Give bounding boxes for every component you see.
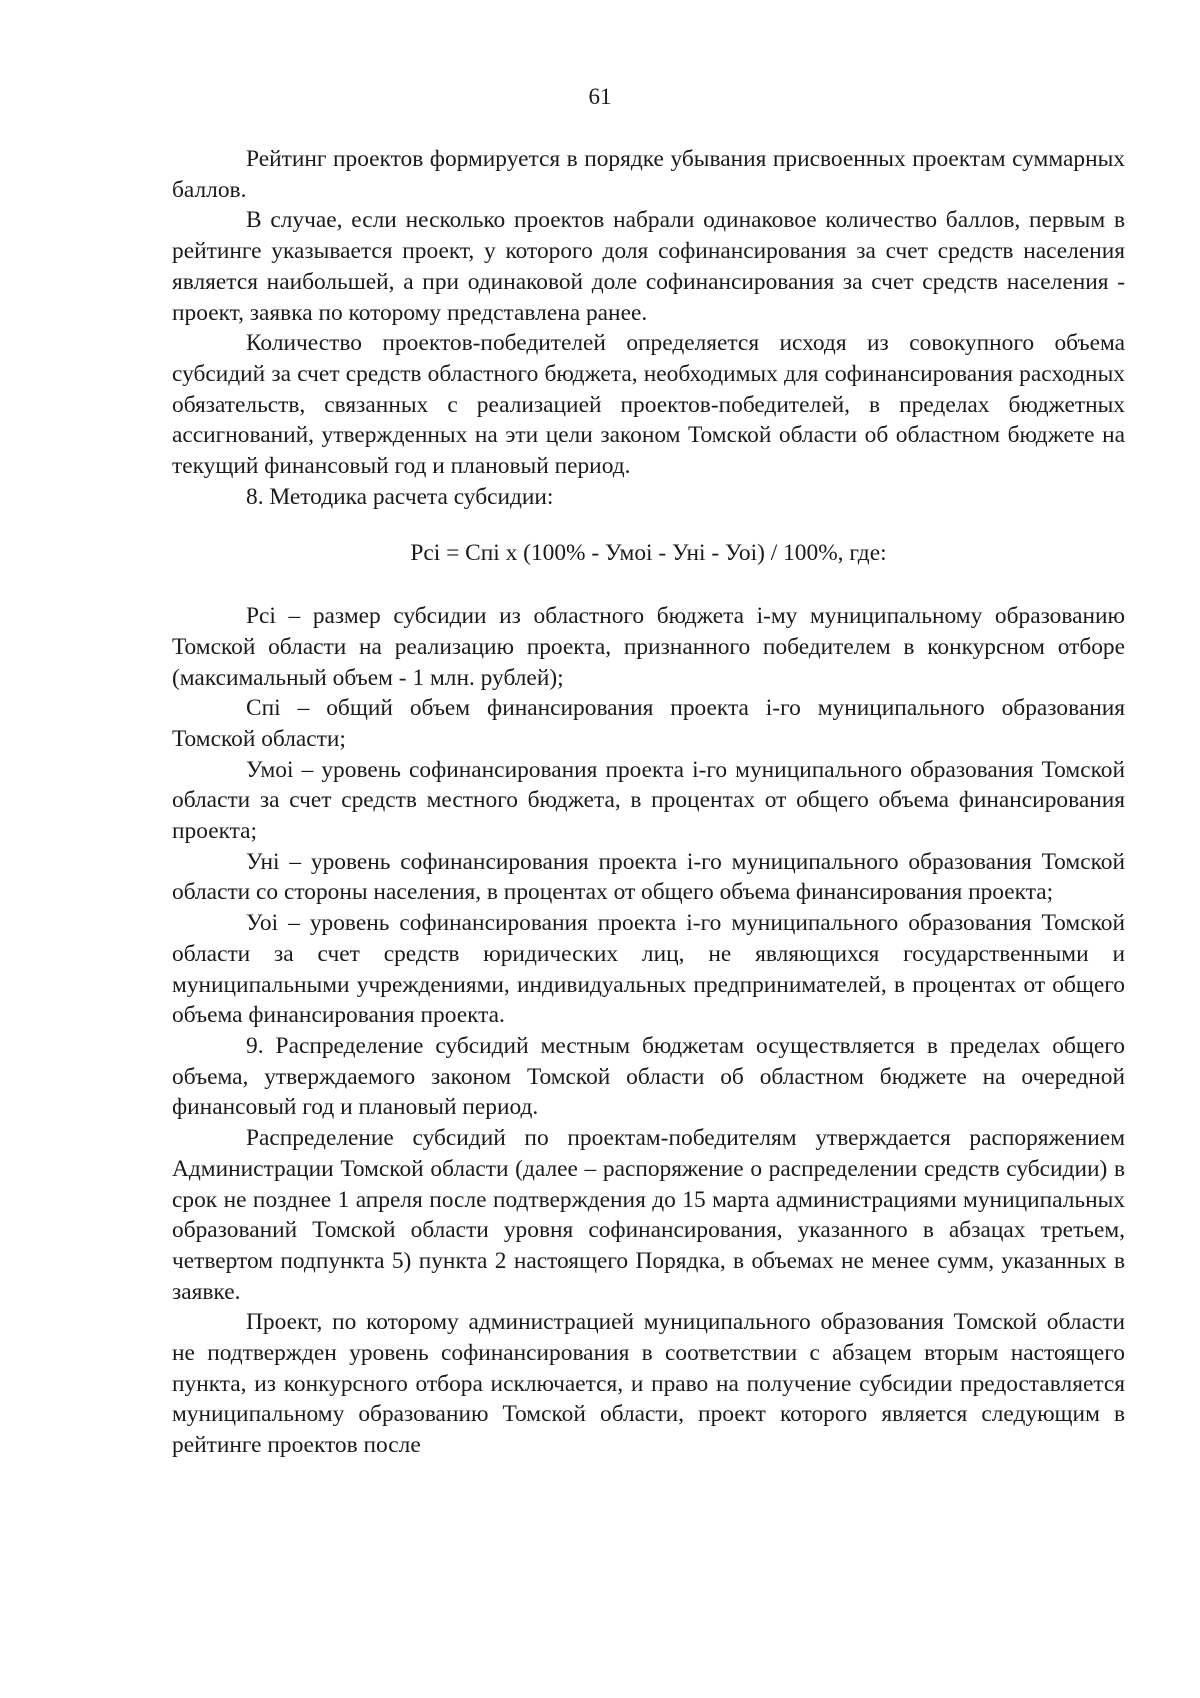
paragraph-method-heading: 8. Методика расчета субсидии: xyxy=(246,483,554,510)
paragraph-def-uoi: Уоi – уровень софинансирования проекта i-го муниципального образования Томской области за счет средств юридических лиц, не являющихся государственными и муниципальными учреждениями, индивидуальных предпринимателей, в процентах от общего объема финансирования проекта. xyxy=(172,910,1125,1029)
paragraph-def-umoi: Умоi – уровень софинансирования проекта i-го муниципального образования Томской области за счет средств местного бюджета, в процентах от общего объема финансирования проекта; xyxy=(172,756,1125,845)
paragraph-winners-count: Количество проектов-победителей определяется исходя из совокупного объема субсидий за счет средств областного бюджета, необходимых для софинансирования расходных обязательств, связанных с реализацией проектов-победителей, в пределах бюджетных ассигнований, утвержденных на эти цели законом Томской области об областном бюджете на текущий финансовый год и плановый период. xyxy=(172,330,1125,480)
paragraph-distribution: 9. Распределение субсидий местным бюджетам осуществляется в пределах общего объема, утверждаемого законом Томской области об областном бюджете на очередной финансовый год и плановый период. xyxy=(172,1032,1125,1121)
page-number: 61 xyxy=(588,84,612,109)
paragraph-def-rsi: Рсi – размер субсидии из областного бюджета i-му муниципальному образованию Томской области на реализацию проекта, признанного победителем в конкурсном отборе (максимальный объем - 1 млн. рублей); xyxy=(172,603,1125,691)
paragraph-def-uni: Унi – уровень софинансирования проекта i-го муниципального образования Томской области со стороны населения, в процентах от общего объема финансирования проекта; xyxy=(172,848,1125,906)
document-body xyxy=(172,144,1125,1461)
paragraph-project-exclusion: Проект, по которому администрацией муниципального образования Томской области не подтвержден уровень софинансирования в соответствии с абзацем вторым настоящего пункта, из конкурсного отбора исключается, и право на получение субсидии предоставляется муниципальному образованию Томской области, проект которого является следующим в рейтинге проектов после xyxy=(172,1309,1125,1459)
subsidy-formula: Рсi = Спi x (100% - Умоi - Унi - Уоi) / 100%, где: xyxy=(410,540,887,567)
paragraph-rating-order: Рейтинг проектов формируется в порядке убывания присвоенных проектам суммарных баллов. xyxy=(172,146,1125,203)
paragraph-def-spi: Спi – общий объем финансирования проекта i-го муниципального образования Томской области; xyxy=(172,695,1125,752)
paragraph-equal-points: В случае, если несколько проектов набрали одинаковое количество баллов, первым в рейтинге указывается проект, у которого доля софинансирования за счет средств населения является наибольшей, а при одинаковой доле софинансирования за счет средств населения - проект, заявка по которому представлена ранее. xyxy=(172,207,1125,326)
paragraph-distribution-order: Распределение субсидий по проектам-победителям утверждается распоряжением Администрации Томской области (далее – распоряжение о распределении средств субсидии) в срок не позднее 1 апреля после подтверждения до 15 марта администрациями муниципальных образований Томской области уровня софинансирования, указанного в абзацах третьем, четвертом подпункта 5) пункта 2 настоящего Порядка, в объемах не менее сумм, указанных в заявке. xyxy=(172,1125,1125,1305)
